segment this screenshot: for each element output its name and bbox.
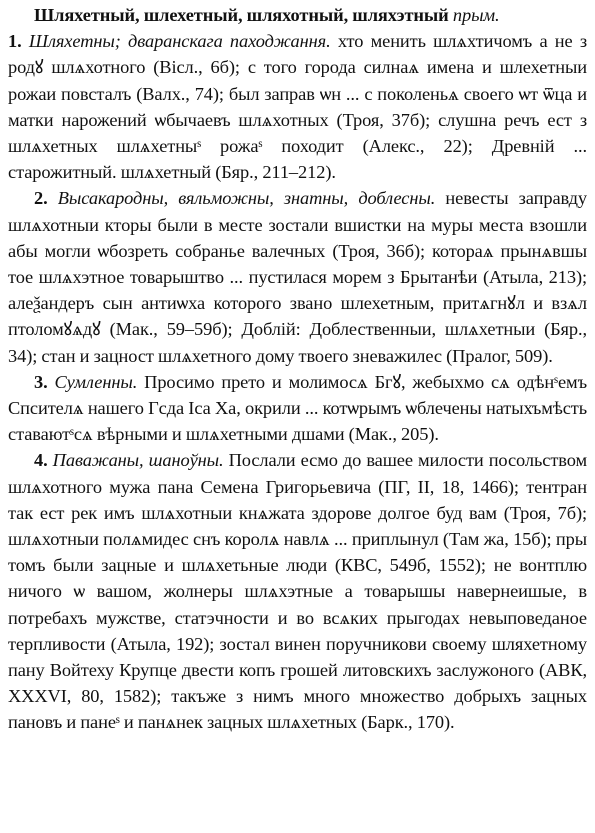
headword: Шляхетный, шлехетный, шляхотный, шляхэтный bbox=[34, 5, 449, 25]
sense-definition: Высакародны, вяльможны, знатны, доблесны. bbox=[57, 188, 436, 209]
sense-examples: Просимо прето и молимосѧ Бгꙋ, жебыхмо сѧ одѣнˢемъ Спсителѧ нашего Гсда Іса Ха, окрили ... котѡрымъ ѡблечены натыхъмѣсть ставаютˢсѧ вѣрными и шлѧхетными дшами (Мак., 205). bbox=[8, 371, 587, 445]
sense-examples: Послали есмо до вашее милости посольством шлѧхотного мужа пана Семена Григорьевича (ПГ, II, 18, 1466); тентран так ест рек имъ шлѧхотныи кнѧжата здорове долгое буд вам (Троя, 7б); шлѧхотныи полѧмидес снъ королѧ навлѧ ... приплынул (Там жа, 15б); пры томъ были зацные и шлѧхетьные люди (КВС, 549б, 1552); не вонтплю ничого ѡ вашом, жолнеры шлѧхэтные а товарышы навернеишые, в потребахъ мужстве, статэчности и во всѧких прыгодах невыповеданое терпливости (Атыла, 192); зостал винен поручникови своему шляхетному пану Войтеху Крупце двести копъ грошей литовскихъ заслужоного (АВК, XXXVI, 80, 1582); такъже з нимъ много множество добрыхъ зацных пановъ и панеˢ и панѧнек зацных шлѧхетных (Барк., 170). bbox=[8, 450, 587, 733]
sense-examples: невесты заправду шлѧхотныи кторы были в месте зостали вшистки на муры места взошли абы могли ѡбозреть собранье валечных (Троя, 36б); которaѧ прынѧвшы тое шлѧхэтное товарыштво ... пустилася морем з Брытанѣи (Атыла, 213); алеѯандеръ сын антиѡха которого звано шлехетным, притѧгнꙋл и взѧл птоломꙋѧдꙋ (Мак., 59–59б); Доблій: Доблественныи, шлѧхетныи (Бяр., 34); стан и зацност шлѧхетного дому твоего зневажилес (Пралог, 509). bbox=[8, 188, 587, 366]
part-of-speech: прым. bbox=[452, 5, 500, 25]
sense-paragraph bbox=[8, 185, 587, 368]
sense-number: 2. bbox=[34, 188, 48, 209]
sense-definition: Шляхетны; дваранскага паходжання. bbox=[28, 31, 331, 52]
sense-definition: Паважаны, шаноўны. bbox=[52, 450, 224, 471]
entry-header-paragraph bbox=[8, 2, 587, 185]
sense-paragraph bbox=[8, 447, 587, 735]
sense-number: 3. bbox=[34, 371, 48, 392]
sense-number: 1. bbox=[8, 31, 22, 52]
sense-examples: хто менить шлѧхтичомъ а не з родꙋ шлѧхотного (Вісл., 6б); с того города силнaѧ имена и шлехетныи рожаи повсталъ (Валх., 74); был заправ ѡн ... с поколеньѧ своего ѡт ѿца и матки нарожений ѡбычаевъ шлѧхотных (Троя, 37б); слушна речъ ест з шлѧхетных шлѧхетныˢ рожаˢ походит (Алекс., 22); Древній ... старожитный. шлѧхетный (Бяр., 211–212). bbox=[8, 31, 587, 183]
sense-definition: Сумленны. bbox=[54, 371, 138, 392]
dictionary-page bbox=[8, 2, 587, 830]
sense-paragraph bbox=[8, 369, 587, 448]
sense-number: 4. bbox=[34, 450, 48, 471]
